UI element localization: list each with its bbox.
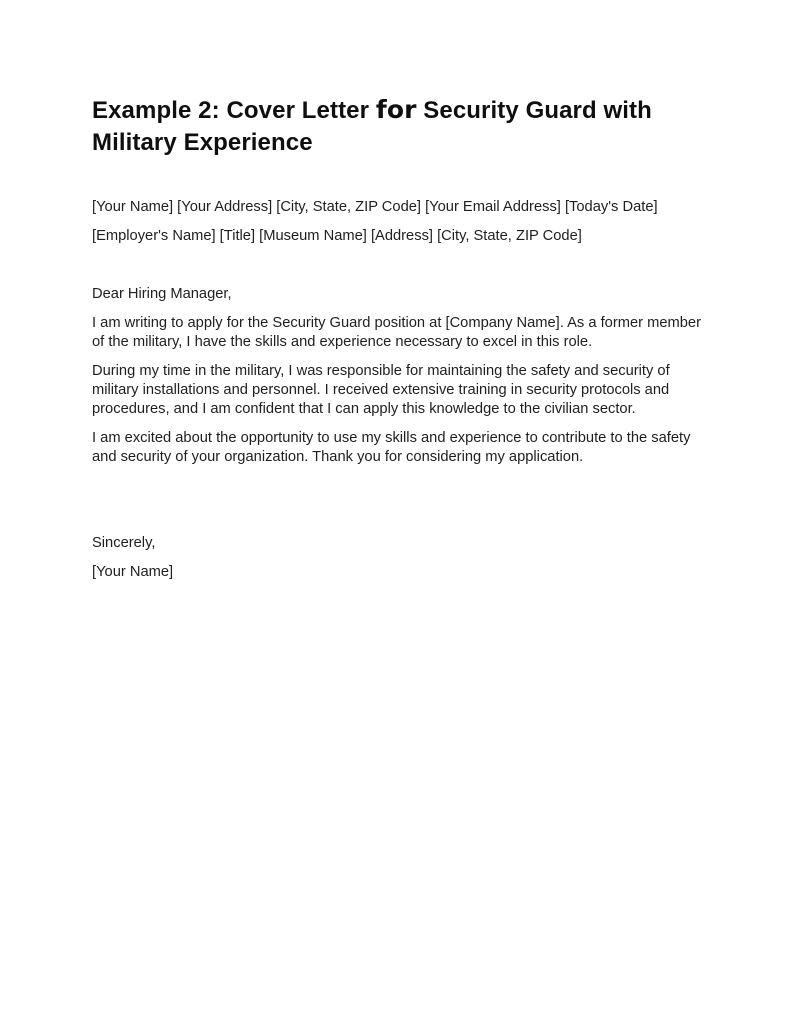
closing: Sincerely, [92, 535, 156, 551]
blank-lines [92, 477, 701, 534]
blank-line [92, 256, 701, 285]
paragraph-experience: During my time in the military, I was responsible for maintaining the safety and security of military installations and personnel. I received extensive training in security protocols and procedures, and I am confident that I can apply this knowledge to the civilian sector. [92, 363, 670, 417]
recipient-info-line: [Employer's Name] [Title] [Museum Name] [Address] [City, State, ZIP Code] [92, 228, 582, 244]
document-title-text-end: Security Guard with Military Experience [92, 97, 652, 156]
document-title [92, 94, 701, 159]
document-title-text-start: Example 2: Cover Letter [92, 97, 376, 124]
signature-placeholder: [Your Name] [92, 564, 174, 580]
paragraph-closing-statement: I am excited about the opportunity to use my skills and experience to contribute to the safety and security of your organization. Thank you for considering my application. [92, 430, 691, 465]
sender-info-line: [Your Name] [Your Address] [City, State, ZIP Code] [Your Email Address] [Today's Date] [92, 199, 658, 215]
paragraph-intro: I am writing to apply for the Security Guard position at [Company Name]. As a former member of the military, I have the skills and experience necessary to excel in this role. [92, 315, 701, 350]
document-title-text-alt-font: for [375, 95, 417, 124]
salutation: Dear Hiring Manager, [92, 286, 232, 302]
